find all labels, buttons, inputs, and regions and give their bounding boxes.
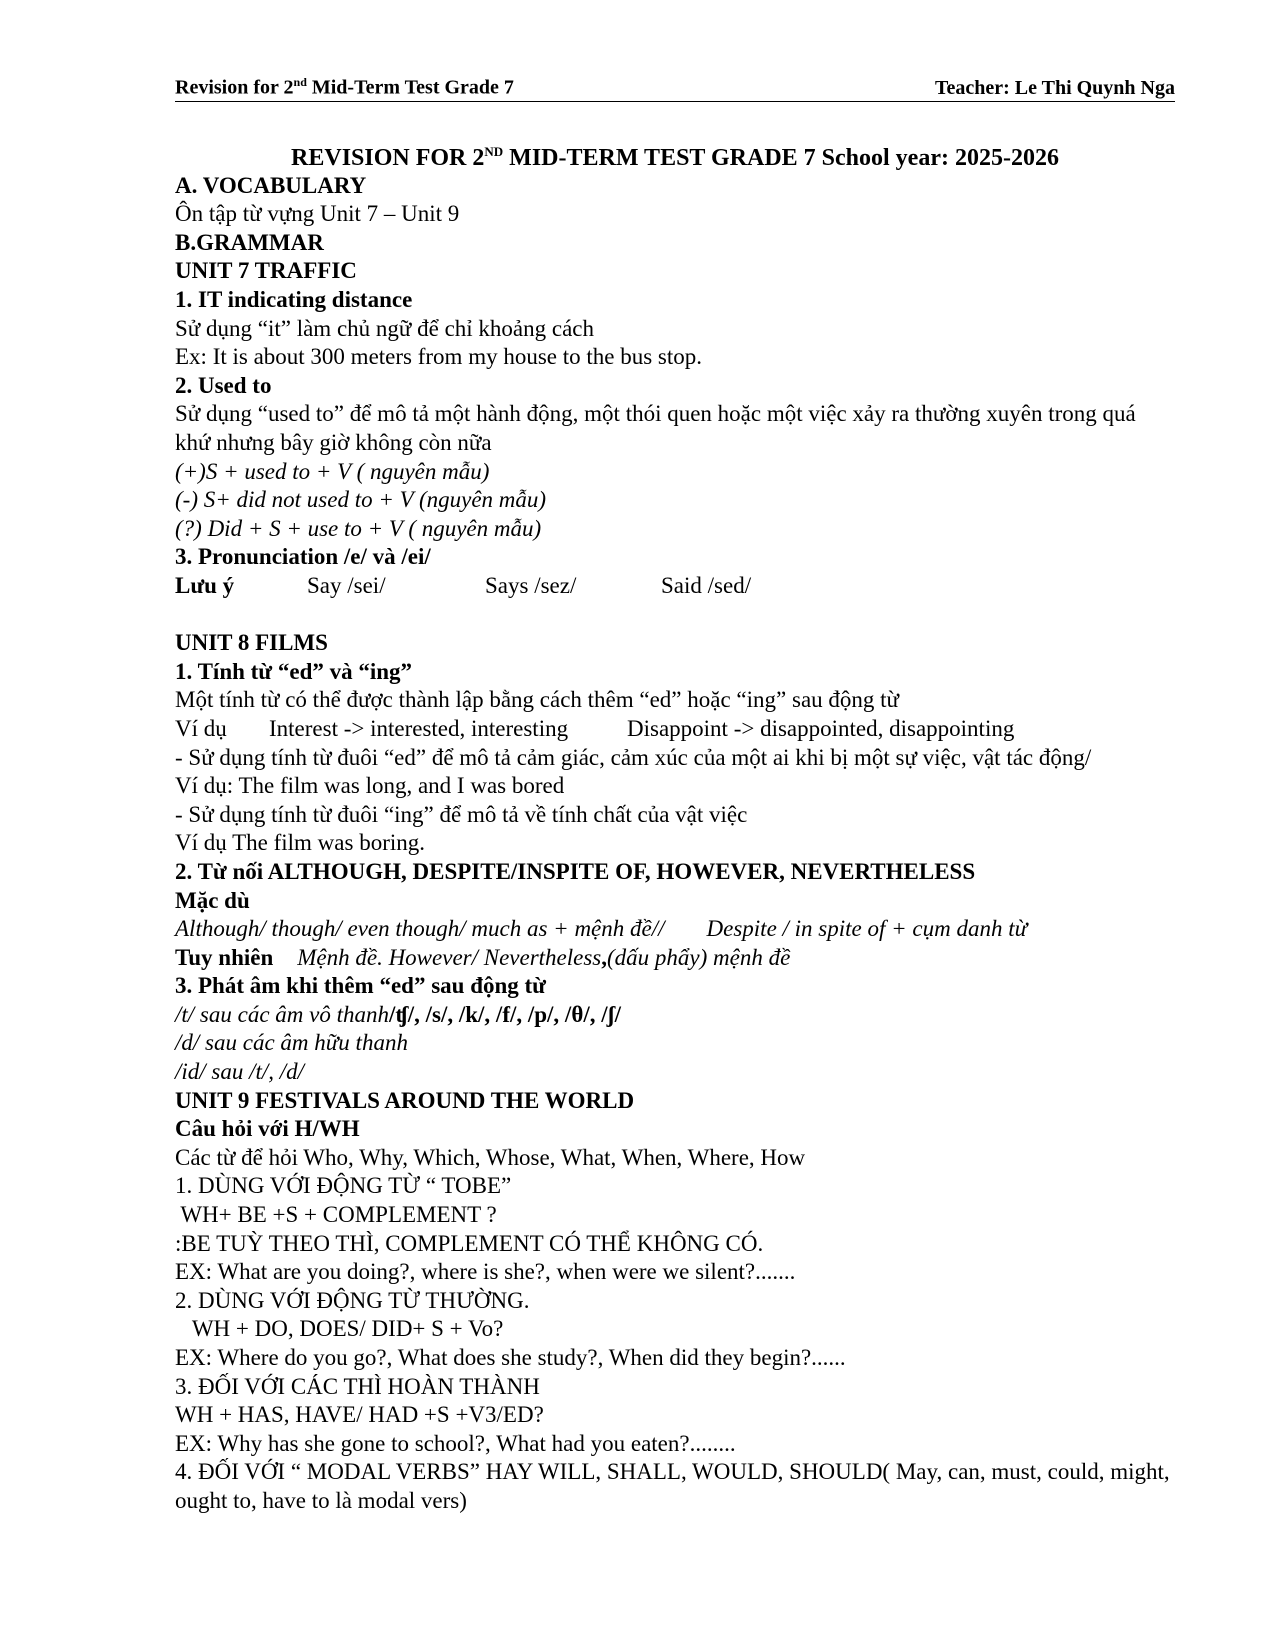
unit7-s1-desc: Sử dụng “it” làm chủ ngữ để chỉ khoảng cách [175, 315, 595, 341]
despite-rule: Despite / in spite of + cụm danh từ [706, 916, 1028, 942]
unit9-rule-1-example: EX: What are you doing?, where is she?, when were we silent?....... [175, 1259, 796, 1285]
unit9-rule-4: 4. ĐỐI VỚI “ MODAL VERBS” HAY WILL, SHALL, WOULD, SHOULD( May, can, must, could, might, ought to, have to là modal vers) [175, 1459, 1170, 1513]
t-rule-label: /t/ sau các âm vô thanh [175, 1001, 389, 1027]
header-right: Teacher: Le Thi Quynh Nga [934, 76, 1175, 99]
unit9-heading: UNIT 9 FESTIVALS AROUND THE WORLD [175, 1087, 635, 1113]
unit8-s3-heading: 3. Phát âm khi thêm “ed” sau động từ [175, 973, 546, 999]
unit7-s1-example: Ex: It is about 300 meters from my house to the bus stop. [175, 344, 703, 370]
however-rule: Mệnh đề. However/ Nevertheless [297, 944, 602, 970]
note-label: Lưu ý [175, 572, 235, 598]
unit8-d-rule: /d/ sau các âm hữu thanh [175, 1030, 408, 1056]
unit9-rule-2-example: EX: Where do you go?, What does she study?, When did they begin?...... [175, 1345, 846, 1370]
page-header [175, 70, 1175, 102]
unit8-however-row [175, 944, 1175, 973]
unit9-rule-3-form: WH + HAS, HAVE/ HAD +S +V3/ED? [175, 1402, 544, 1428]
document-title [175, 138, 1175, 172]
unit8-although-row [175, 915, 1175, 944]
header-left-text: Revision for 2 [175, 76, 294, 99]
blank-line [175, 601, 1175, 630]
unit9-rule-2: 2. DÙNG VỚI ĐỘNG TỪ THƯỜNG. [175, 1287, 530, 1313]
unit9-rule-1: 1. DÙNG VỚI ĐỘNG TỪ “ TOBE” [175, 1173, 512, 1199]
unit7-s2-negative: (-) S+ did not used to + V (nguyên mẫu) [175, 487, 547, 513]
note-says: Says /sez/ [485, 572, 577, 598]
example-disappoint: Disappoint -> disappointed, disappointing [627, 715, 1015, 741]
unit7-s2-desc: Sử dụng “used to” để mô tả một hành động, một thói quen hoặc một việc xảy ra thường xuyên trong quá khứ nhưng bây giờ không còn nữa [175, 401, 1136, 455]
header-left-sup: nd [293, 75, 307, 89]
unit9-rule-3-example: EX: Why has she gone to school?, What had you eaten?........ [175, 1430, 736, 1456]
unit7-s1-heading: 1. IT indicating distance [175, 287, 413, 313]
unit8-s1-desc: Một tính từ có thể được thành lập bằng cách thêm “ed” hoặc “ing” sau động từ [175, 687, 900, 713]
document-page [175, 70, 1175, 1516]
unit8-mac-du: Mặc dù [175, 887, 250, 913]
however-comma: , [601, 944, 608, 970]
note-said: Said /sed/ [661, 572, 752, 598]
header-left-text-end: Mid-Term Test Grade 7 [306, 76, 514, 99]
title-text: REVISION FOR 2 [291, 144, 485, 171]
unit9-sub-heading: Câu hỏi với H/WH [175, 1116, 360, 1142]
section-b-heading: B.GRAMMAR [175, 229, 324, 255]
unit8-id-rule: /id/ sau /t/, /d/ [175, 1059, 305, 1085]
unit7-s3-heading: 3. Pronunciation /e/ và /ei/ [175, 544, 431, 570]
unit8-t-rule [175, 1001, 1175, 1030]
unit7-s2-heading: 2. Used to [175, 372, 272, 398]
unit9-rule-1-note: :BE TUỲ THEO THÌ, COMPLEMENT CÓ THỂ KHÔNG CÓ. [175, 1230, 764, 1256]
unit8-s1-example-row [175, 715, 1175, 744]
although-rule: Although/ though/ even though/ much as + mệnh đề// [175, 916, 665, 942]
unit9-words: Các từ để hỏi Who, Why, Which, Whose, What, When, Where, How [175, 1144, 806, 1170]
unit7-heading: UNIT 7 TRAFFIC [175, 258, 357, 284]
example-interest: Interest -> interested, interesting [269, 715, 569, 741]
unit9-rule-1-form: WH+ BE +S + COMPLEMENT ? [175, 1202, 497, 1228]
unit8-s2-heading: 2. Từ nối ALTHOUGH, DESPITE/INSPITE OF, HOWEVER, NEVERTHELESS [175, 858, 976, 884]
header-left [175, 70, 514, 100]
unit8-ed-example: Ví dụ: The film was long, and I was bored [175, 773, 565, 799]
unit9-rule-2-form: WH + DO, DOES/ DID+ S + Vo? [175, 1316, 504, 1342]
tuy-nhien-label: Tuy nhiên [175, 944, 274, 970]
unit8-ed-rule: - Sử dụng tính từ đuôi “ed” để mô tả cảm giác, cảm xúc của một ai khi bị một sự việc, vật tác động/ [175, 744, 1092, 770]
unit7-s2-positive: (+)S + used to + V ( nguyên mẫu) [175, 458, 490, 484]
example-label: Ví dụ [175, 715, 227, 741]
unit8-ing-rule: - Sử dụng tính từ đuôi “ing” để mô tả về tính chất của vật việc [175, 801, 748, 827]
however-rule-end: (dấu phẩy) mệnh đề [607, 944, 791, 970]
unit8-heading: UNIT 8 FILMS [175, 630, 328, 656]
section-a-heading: A. VOCABULARY [175, 172, 367, 198]
unit8-s1-heading: 1. Tính từ “ed” và “ing” [175, 658, 413, 684]
title-sup: ND [484, 143, 504, 159]
unit9-rule-3: 3. ĐỐI VỚI CÁC THÌ HOÀN THÀNH [175, 1373, 540, 1399]
title-text-end: MID-TERM TEST GRADE 7 School year: 2025-2026 [503, 144, 1059, 171]
section-a-text: Ôn tập từ vựng Unit 7 – Unit 9 [175, 201, 460, 227]
note-say: Say /sei/ [307, 572, 386, 598]
unit7-s2-question: (?) Did + S + use to + V ( nguyên mẫu) [175, 515, 542, 541]
unit7-note-row [175, 572, 1175, 601]
unit8-ing-example: Ví dụ The film was boring. [175, 830, 425, 856]
t-rule-sounds: /ʧ/, /s/, /k/, /f/, /p/, /θ/, /ʃ/ [389, 1001, 621, 1027]
